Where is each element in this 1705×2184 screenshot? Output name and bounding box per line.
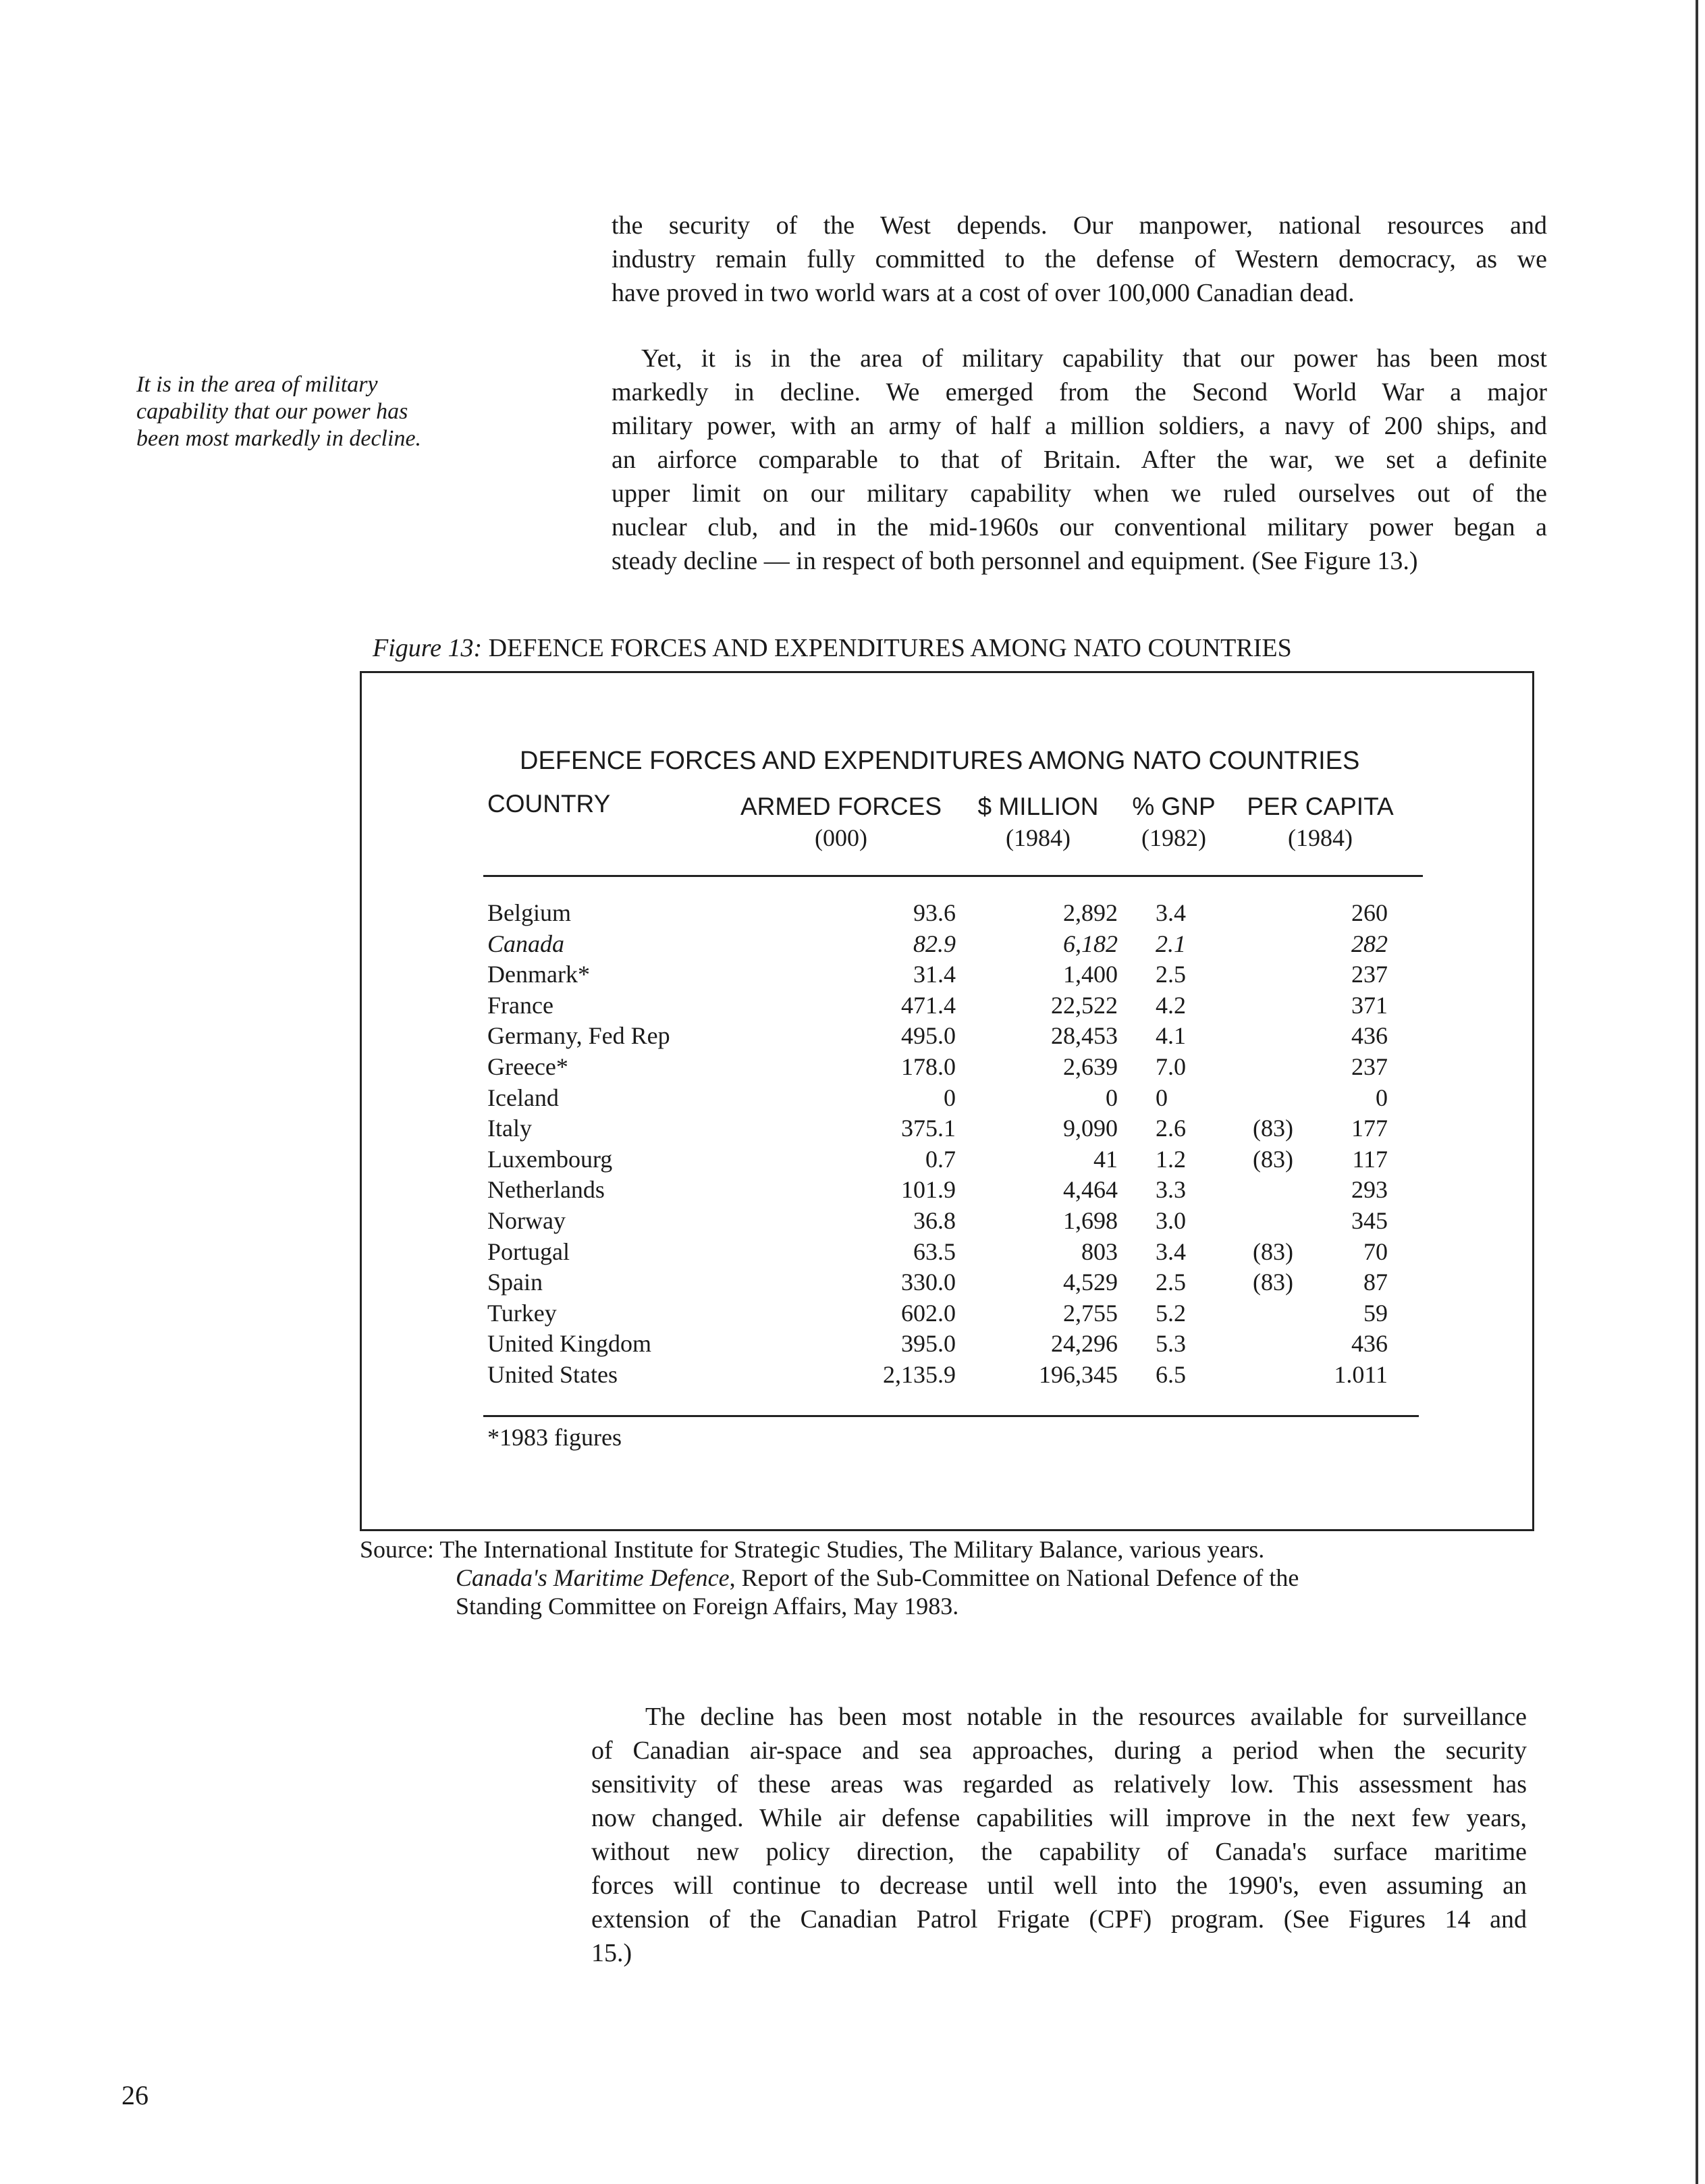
cell-armed: 31.4 bbox=[913, 961, 956, 988]
cell-capita: 293 bbox=[1351, 1176, 1388, 1204]
text-line: the security of the West depends. Our manpower, national resources and bbox=[612, 211, 1547, 240]
column-header-armed-forces bbox=[733, 791, 949, 853]
margin-note-line: been most markedly in decline. bbox=[136, 426, 422, 451]
cell-gnp: 5.3 bbox=[1156, 1330, 1186, 1358]
cell-million: 41 bbox=[1093, 1145, 1118, 1173]
column-header-per-capita bbox=[1239, 791, 1401, 853]
cell-country: United States bbox=[487, 1360, 618, 1388]
column-header-armed-forces-label: ARMED FORCES bbox=[740, 793, 942, 820]
cell-million: 6,182 bbox=[1063, 930, 1118, 957]
cell-armed: 2,135.9 bbox=[883, 1360, 956, 1388]
cell-country: Italy bbox=[487, 1115, 532, 1142]
cell-million: 28,453 bbox=[1051, 1022, 1118, 1050]
text-line: of Canadian air-space and sea approaches, during a period when the security bbox=[591, 1736, 1527, 1765]
cell-capita: 177 bbox=[1351, 1115, 1388, 1142]
cell-country: Netherlands bbox=[487, 1176, 605, 1204]
cell-capita: 70 bbox=[1363, 1237, 1388, 1265]
table-row bbox=[483, 1206, 1428, 1237]
margin-note bbox=[136, 371, 487, 452]
cell-gnp: 3.4 bbox=[1156, 899, 1186, 926]
cell-armed: 495.0 bbox=[901, 1022, 956, 1050]
cell-year: (83) bbox=[1253, 1115, 1293, 1142]
cell-gnp: 2.5 bbox=[1156, 961, 1186, 988]
cell-gnp: 3.3 bbox=[1156, 1176, 1186, 1204]
table-top-rule bbox=[483, 875, 1423, 877]
source-text-1: The International Institute for Strategic Studies, The Military Balance, various years. bbox=[439, 1536, 1265, 1563]
table-row bbox=[483, 1021, 1428, 1052]
cell-million: 1,698 bbox=[1063, 1206, 1118, 1234]
text-line: steady decline — in respect of both personnel and equipment. (See Figure 13.) bbox=[612, 547, 1418, 575]
text-line: military power, with an army of half a million soldiers, a navy of 200 ships, and bbox=[612, 412, 1547, 440]
table-row bbox=[483, 1360, 1428, 1391]
source-publication-title: Canada's Maritime Defence bbox=[456, 1564, 730, 1591]
figure-caption bbox=[373, 633, 1292, 663]
table-row bbox=[483, 1052, 1428, 1083]
cell-million: 4,529 bbox=[1063, 1269, 1118, 1296]
text-line: industry remain fully committed to the defense of Western democracy, as we bbox=[612, 245, 1547, 273]
cell-gnp: 5.2 bbox=[1156, 1299, 1186, 1327]
column-header-million-year: (1984) bbox=[1006, 824, 1071, 851]
table-row bbox=[483, 1329, 1428, 1360]
cell-armed: 63.5 bbox=[913, 1237, 956, 1265]
source-line-1 bbox=[360, 1535, 1467, 1564]
table-row bbox=[483, 1083, 1428, 1114]
text-line: nuclear club, and in the mid-1960s our conventional military power began a bbox=[612, 513, 1547, 541]
text-line: markedly in decline. We emerged from the Second World War a major bbox=[612, 378, 1547, 406]
cell-gnp: 4.2 bbox=[1156, 991, 1186, 1019]
figure-caption-text: DEFENCE FORCES AND EXPENDITURES AMONG NATO COUNTRIES bbox=[488, 634, 1292, 662]
column-header-per-capita-label: PER CAPITA bbox=[1247, 793, 1394, 820]
cell-gnp: 3.0 bbox=[1156, 1206, 1186, 1234]
text-line: sensitivity of these areas was regarded as relatively low. This assessment has bbox=[591, 1770, 1527, 1799]
cell-gnp: 0 bbox=[1156, 1084, 1168, 1111]
cell-gnp: 2.6 bbox=[1156, 1115, 1186, 1142]
cell-gnp: 7.0 bbox=[1156, 1053, 1186, 1080]
table-footnote: *1983 figures bbox=[487, 1424, 622, 1451]
table-row bbox=[483, 898, 1428, 929]
table-row bbox=[483, 959, 1428, 990]
cell-country: Norway bbox=[487, 1206, 566, 1234]
table-row bbox=[483, 1237, 1428, 1268]
cell-million: 2,892 bbox=[1063, 899, 1118, 926]
cell-capita: 117 bbox=[1352, 1145, 1388, 1173]
cell-capita: 371 bbox=[1351, 991, 1388, 1019]
cell-country: Iceland bbox=[487, 1084, 559, 1111]
table-title: DEFENCE FORCES AND EXPENDITURES AMONG NATO COUNTRIES bbox=[520, 747, 1360, 775]
column-header-gnp-label: % GNP bbox=[1132, 793, 1216, 820]
cell-million: 196,345 bbox=[1039, 1360, 1118, 1388]
column-header-gnp-year: (1982) bbox=[1141, 824, 1206, 851]
table-row bbox=[483, 1175, 1428, 1206]
cell-year: (83) bbox=[1253, 1237, 1293, 1265]
cell-year: (83) bbox=[1253, 1145, 1293, 1173]
text-line: The decline has been most notable in the resources available for surveillance bbox=[645, 1703, 1527, 1731]
table-body bbox=[483, 898, 1428, 1391]
cell-year: (83) bbox=[1253, 1269, 1293, 1296]
cell-million: 1,400 bbox=[1063, 961, 1118, 988]
cell-capita: 0 bbox=[1376, 1084, 1388, 1111]
cell-country: Belgium bbox=[487, 899, 571, 926]
column-header-country bbox=[487, 789, 610, 820]
cell-country: Germany, Fed Rep bbox=[487, 1022, 670, 1050]
figure-caption-label: Figure 13: bbox=[373, 634, 483, 662]
cell-country: Spain bbox=[487, 1269, 543, 1296]
cell-capita: 237 bbox=[1351, 961, 1388, 988]
cell-country: Greece* bbox=[487, 1053, 568, 1080]
table-row bbox=[483, 1267, 1428, 1298]
cell-million: 2,755 bbox=[1063, 1299, 1118, 1327]
table-row bbox=[483, 1298, 1428, 1329]
cell-gnp: 3.4 bbox=[1156, 1237, 1186, 1265]
cell-country: Denmark* bbox=[487, 961, 590, 988]
cell-capita: 1.011 bbox=[1334, 1360, 1388, 1388]
text-line: Yet, it is in the area of military capability that our power has been most bbox=[641, 344, 1547, 373]
table-row bbox=[483, 1144, 1428, 1175]
column-header-million bbox=[964, 791, 1112, 853]
cell-capita: 345 bbox=[1351, 1206, 1388, 1234]
text-line: 15.) bbox=[591, 1939, 632, 1967]
source-line-3: Standing Committee on Foreign Affairs, May 1983. bbox=[456, 1593, 959, 1620]
cell-million: 803 bbox=[1081, 1237, 1118, 1265]
cell-million: 2,639 bbox=[1063, 1053, 1118, 1080]
cell-country: Luxembourg bbox=[487, 1145, 613, 1173]
cell-million: 4,464 bbox=[1063, 1176, 1118, 1204]
column-header-country-label: COUNTRY bbox=[487, 790, 611, 818]
cell-armed: 395.0 bbox=[901, 1330, 956, 1358]
margin-note-line: capability that our power has bbox=[136, 399, 408, 424]
text-line: without new policy direction, the capability of Canada's surface maritime bbox=[591, 1838, 1527, 1866]
column-header-armed-forces-unit: (000) bbox=[815, 824, 867, 851]
cell-capita: 260 bbox=[1351, 899, 1388, 926]
source-note bbox=[360, 1535, 1467, 1620]
cell-armed: 101.9 bbox=[901, 1176, 956, 1204]
cell-million: 9,090 bbox=[1063, 1115, 1118, 1142]
text-line: forces will continue to decrease until well into the 1990's, even assuming an bbox=[591, 1871, 1527, 1900]
cell-million: 24,296 bbox=[1051, 1330, 1118, 1358]
cell-country: France bbox=[487, 991, 553, 1019]
cell-capita: 282 bbox=[1351, 930, 1388, 957]
text-line: upper limit on our military capability when we ruled ourselves out of the bbox=[612, 479, 1547, 508]
column-header-per-capita-year: (1984) bbox=[1288, 824, 1353, 851]
cell-armed: 93.6 bbox=[913, 899, 956, 926]
table-row bbox=[483, 1113, 1428, 1144]
body-paragraph-2 bbox=[612, 342, 1547, 578]
cell-million: 22,522 bbox=[1051, 991, 1118, 1019]
cell-capita: 436 bbox=[1351, 1330, 1388, 1358]
cell-gnp: 4.1 bbox=[1156, 1022, 1186, 1050]
cell-capita: 87 bbox=[1363, 1269, 1388, 1296]
text-line: have proved in two world wars at a cost of over 100,000 Canadian dead. bbox=[612, 279, 1355, 307]
cell-gnp: 6.5 bbox=[1156, 1360, 1186, 1388]
source-line-2 bbox=[360, 1564, 1467, 1592]
cell-armed: 178.0 bbox=[901, 1053, 956, 1080]
cell-gnp: 1.2 bbox=[1156, 1145, 1186, 1173]
table-bottom-rule bbox=[483, 1415, 1419, 1417]
cell-country: Canada bbox=[487, 930, 565, 957]
text-line: now changed. While air defense capabilities will improve in the next few years, bbox=[591, 1804, 1527, 1832]
column-header-gnp bbox=[1123, 791, 1224, 853]
cell-armed: 375.1 bbox=[901, 1115, 956, 1142]
column-header-million-label: $ MILLION bbox=[977, 793, 1099, 820]
page-number: 26 bbox=[121, 2080, 148, 2110]
cell-armed: 0.7 bbox=[925, 1145, 956, 1173]
source-label: Source: bbox=[360, 1536, 434, 1563]
page-edge-line bbox=[1696, 0, 1698, 2184]
cell-million: 0 bbox=[1106, 1084, 1118, 1111]
cell-capita: 237 bbox=[1351, 1053, 1388, 1080]
body-paragraph-1 bbox=[612, 209, 1547, 310]
cell-gnp: 2.1 bbox=[1156, 930, 1186, 957]
cell-capita: 436 bbox=[1351, 1022, 1388, 1050]
cell-country: Portugal bbox=[487, 1237, 570, 1265]
cell-armed: 36.8 bbox=[913, 1206, 956, 1234]
cell-armed: 0 bbox=[944, 1084, 956, 1111]
cell-armed: 330.0 bbox=[901, 1269, 956, 1296]
text-line: an airforce comparable to that of Britain. After the war, we set a definite bbox=[612, 446, 1547, 474]
cell-capita: 59 bbox=[1363, 1299, 1388, 1327]
cell-country: Turkey bbox=[487, 1299, 557, 1327]
cell-armed: 82.9 bbox=[913, 930, 956, 957]
cell-gnp: 2.5 bbox=[1156, 1269, 1186, 1296]
text-line: extension of the Canadian Patrol Frigate (CPF) program. (See Figures 14 and bbox=[591, 1905, 1527, 1934]
cell-armed: 602.0 bbox=[901, 1299, 956, 1327]
margin-note-line: It is in the area of military bbox=[136, 372, 378, 397]
table-row bbox=[483, 990, 1428, 1021]
body-paragraph-3 bbox=[591, 1700, 1527, 1970]
cell-armed: 471.4 bbox=[901, 991, 956, 1019]
table-row bbox=[483, 929, 1428, 960]
source-text-2: , Report of the Sub-Committee on National Defence of the bbox=[729, 1564, 1299, 1591]
cell-country: United Kingdom bbox=[487, 1330, 651, 1358]
